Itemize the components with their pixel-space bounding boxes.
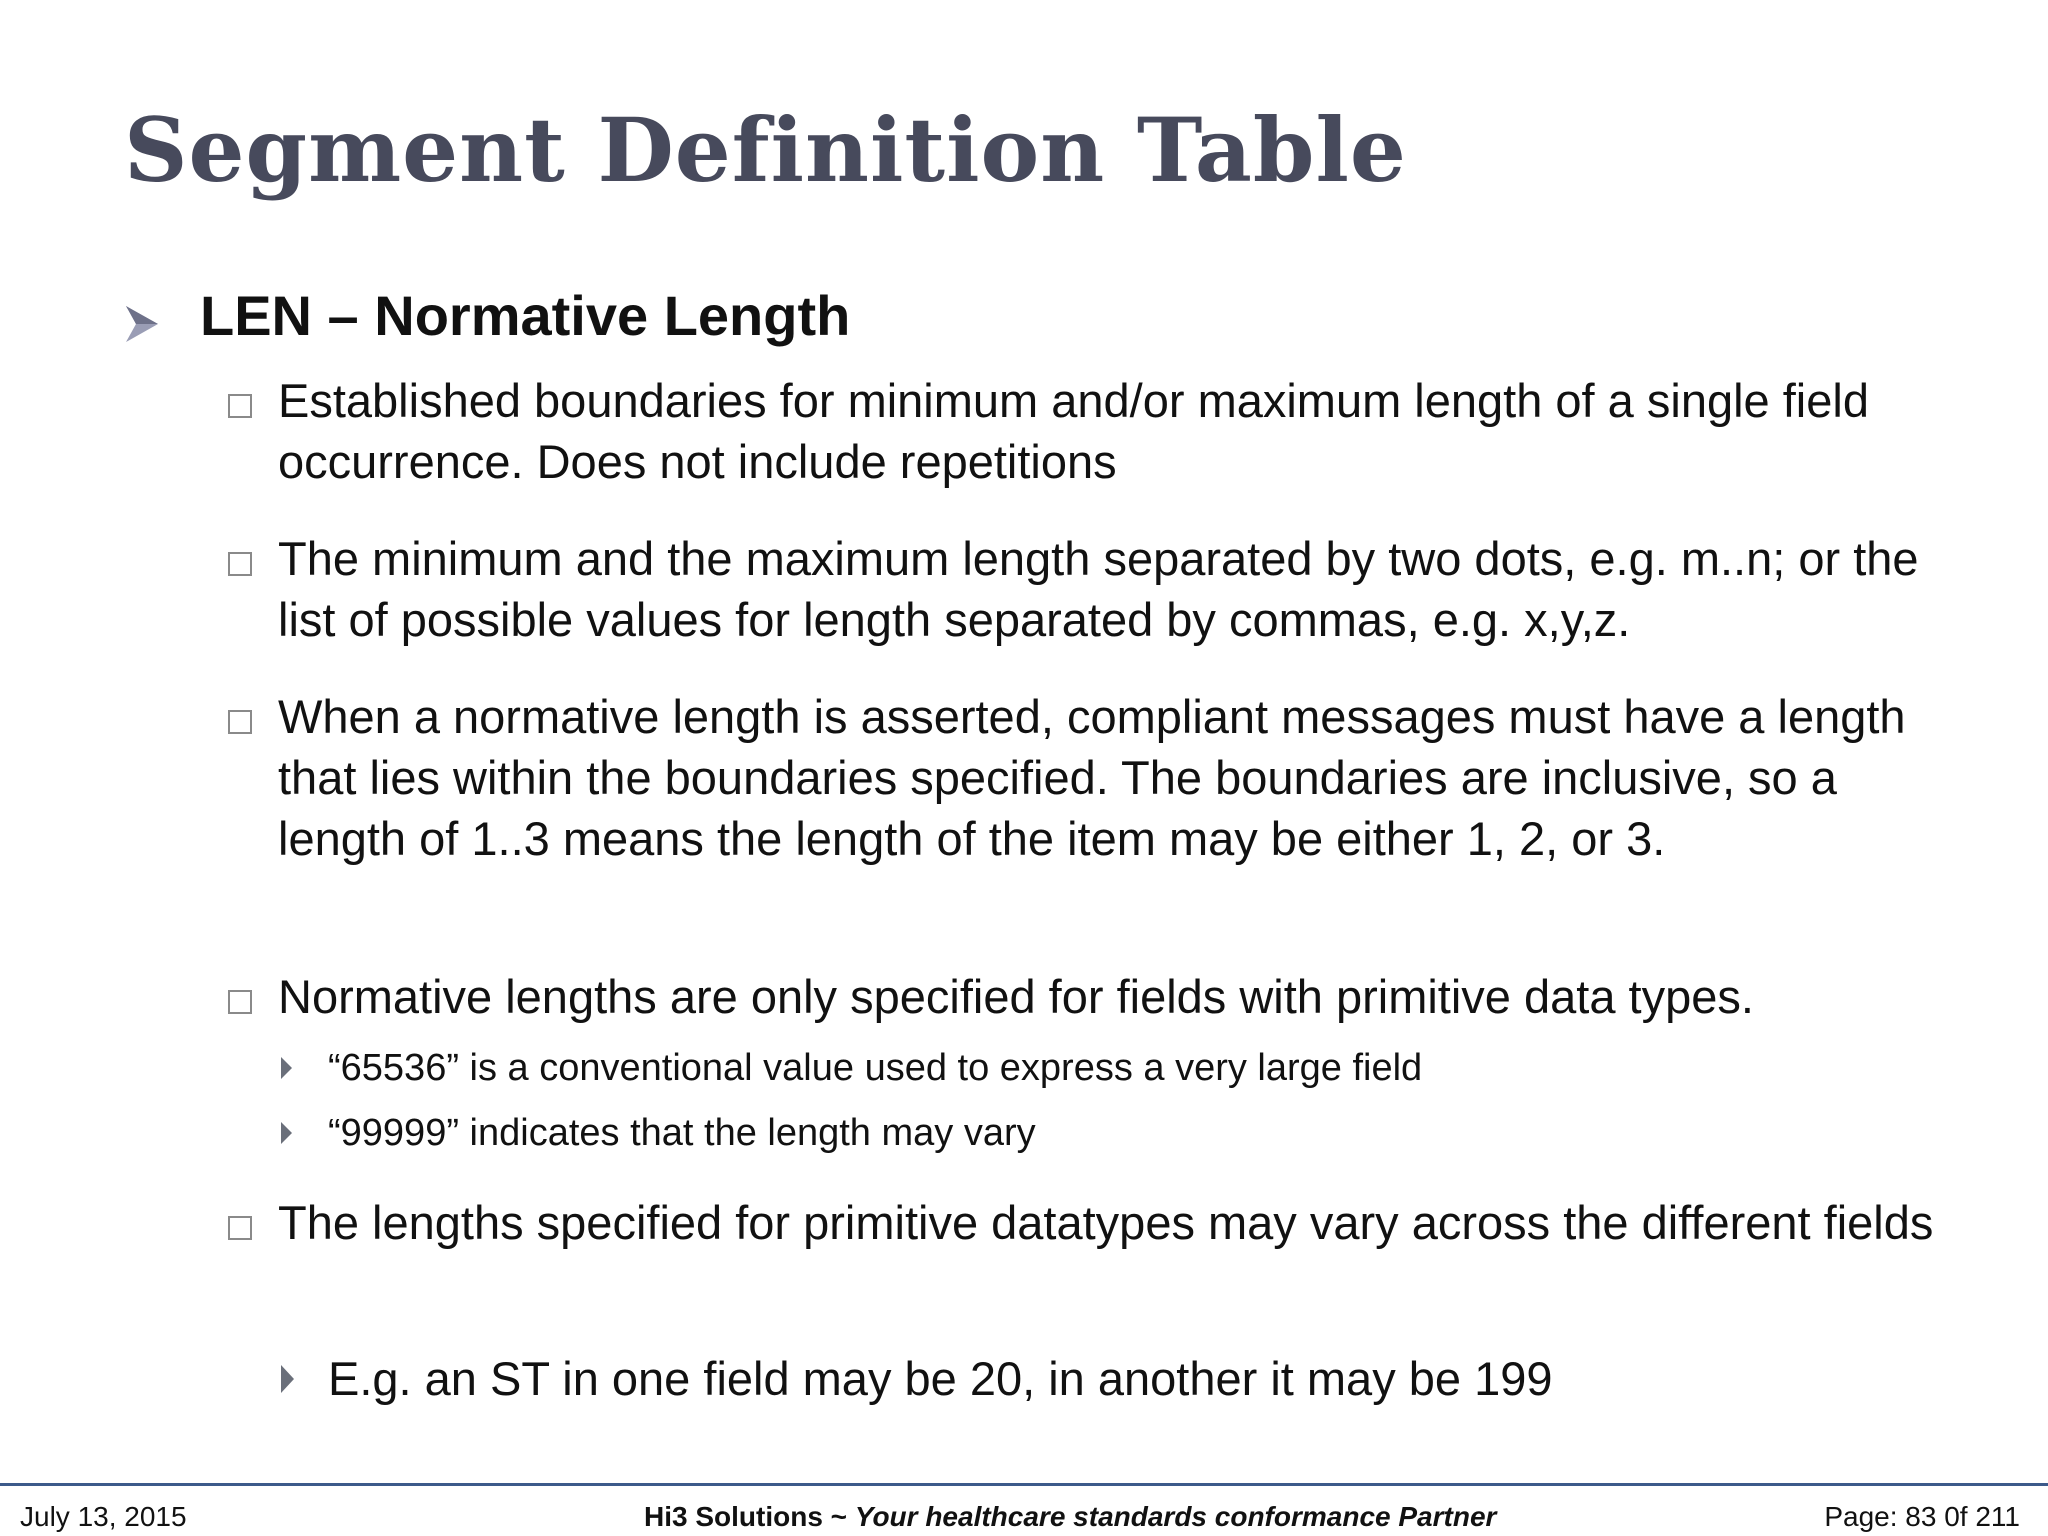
square-bullet-icon — [228, 552, 252, 576]
footer-date: July 13, 2015 — [20, 1501, 187, 1532]
section-heading: LEN – Normative Length — [200, 284, 851, 347]
sub-bullet-text: “99999” indicates that the length may vary — [328, 1112, 1036, 1154]
footer-page-number: Page: 83 0f 211 — [1824, 1501, 2020, 1532]
example-text: E.g. an ST in one field may be 20, in another it may be 199 — [328, 1352, 1553, 1405]
square-bullet-icon — [228, 1216, 252, 1240]
footer-branding — [644, 1500, 1496, 1534]
footer-company: Hi3 Solutions ~ — [644, 1501, 855, 1532]
bullet-text: Normative lengths are only specified for fields with primitive data types. — [278, 970, 1754, 1023]
triangle-bullet-icon — [281, 1365, 294, 1393]
bullet-text: When a normative length is asserted, compliant messages must have a length that lies within the boundaries specified. The boundaries are inclusive, so a length of 1..3 means the length of the item may be either 1, 2, or 3. — [278, 690, 1906, 865]
slide-title: Segment Definition Table — [124, 98, 1407, 202]
square-bullet-icon — [228, 710, 252, 734]
triangle-bullet-icon — [281, 1122, 292, 1144]
bullet-text: Established boundaries for minimum and/or maximum length of a single field occurrence. Does not include repetitions — [278, 374, 1869, 488]
bullet-text: The minimum and the maximum length separated by two dots, e.g. m..n; or the list of possible values for length separated by commas, e.g. x,y,z. — [278, 532, 1919, 646]
square-bullet-icon — [228, 394, 252, 418]
triangle-bullet-icon — [281, 1057, 292, 1079]
square-bullet-icon — [228, 990, 252, 1014]
sub-bullet-text: “65536” is a conventional value used to express a very large field — [328, 1047, 1423, 1089]
bullet-text: The lengths specified for primitive datatypes may vary across the different fields — [278, 1196, 1934, 1249]
footer-rule — [0, 1483, 2048, 1486]
footer-tagline: Your healthcare standards conformance Partner — [854, 1501, 1497, 1532]
arrowhead-bullet-icon — [124, 302, 160, 346]
